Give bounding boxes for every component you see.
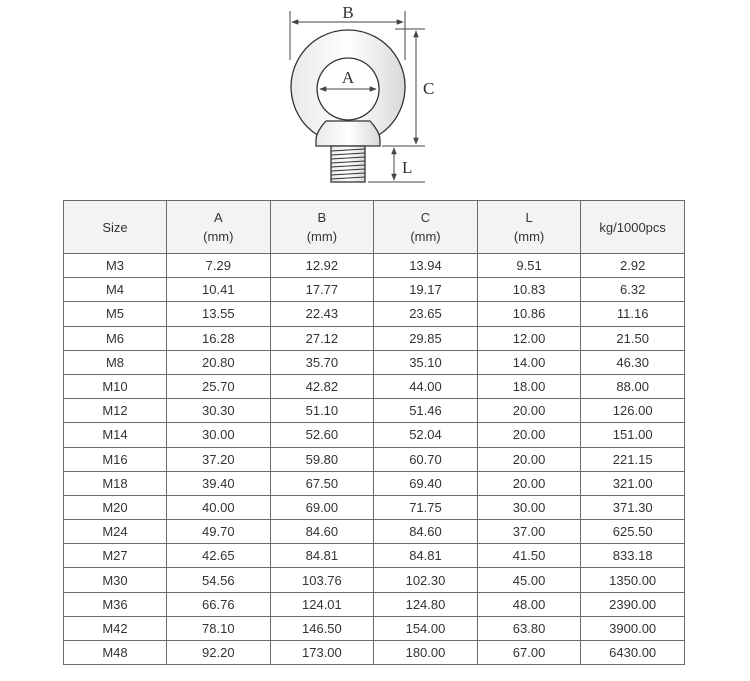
header-b-label: B xyxy=(317,210,327,225)
cell-l: 67.00 xyxy=(477,641,581,665)
cell-weight: 88.00 xyxy=(581,374,685,398)
cell-c: 23.65 xyxy=(374,302,478,326)
cell-c: 29.85 xyxy=(374,326,478,350)
cell-a: 10.41 xyxy=(167,278,271,302)
cell-l: 41.50 xyxy=(477,544,581,568)
cell-l: 20.00 xyxy=(477,423,581,447)
cell-size: M6 xyxy=(64,326,167,350)
cell-size: M42 xyxy=(64,616,167,640)
cell-weight: 221.15 xyxy=(581,447,685,471)
cell-l: 9.51 xyxy=(477,254,581,278)
cell-weight: 126.00 xyxy=(581,399,685,423)
cell-weight: 11.16 xyxy=(581,302,685,326)
table-row xyxy=(64,641,685,665)
cell-b: 69.00 xyxy=(270,495,374,519)
eye-bolt-spec-table xyxy=(63,200,685,665)
cell-size: M18 xyxy=(64,471,167,495)
cell-weight: 3900.00 xyxy=(581,616,685,640)
cell-a: 37.20 xyxy=(167,447,271,471)
cell-b: 84.60 xyxy=(270,520,374,544)
cell-b: 35.70 xyxy=(270,350,374,374)
cell-c: 44.00 xyxy=(374,374,478,398)
cell-a: 39.40 xyxy=(167,471,271,495)
table-row xyxy=(64,495,685,519)
cell-weight: 625.50 xyxy=(581,520,685,544)
cell-size: M24 xyxy=(64,520,167,544)
header-size-label: Size xyxy=(102,219,128,235)
cell-weight: 6.32 xyxy=(581,278,685,302)
header-b xyxy=(270,201,374,254)
table-row xyxy=(64,592,685,616)
cell-size: M20 xyxy=(64,495,167,519)
cell-l: 20.00 xyxy=(477,399,581,423)
cell-size: M30 xyxy=(64,568,167,592)
cell-a: 30.00 xyxy=(167,423,271,447)
cell-c: 60.70 xyxy=(374,447,478,471)
cell-size: M27 xyxy=(64,544,167,568)
table-row xyxy=(64,544,685,568)
header-size xyxy=(64,201,167,254)
cell-a: 92.20 xyxy=(167,641,271,665)
cell-size: M36 xyxy=(64,592,167,616)
table-row xyxy=(64,326,685,350)
cell-b: 27.12 xyxy=(270,326,374,350)
cell-a: 30.30 xyxy=(167,399,271,423)
cell-b: 22.43 xyxy=(270,302,374,326)
cell-a: 25.70 xyxy=(167,374,271,398)
cell-size: M10 xyxy=(64,374,167,398)
cell-l: 20.00 xyxy=(477,471,581,495)
cell-b: 84.81 xyxy=(270,544,374,568)
cell-b: 51.10 xyxy=(270,399,374,423)
table-row xyxy=(64,254,685,278)
header-a-label: A xyxy=(213,210,223,225)
cell-weight: 151.00 xyxy=(581,423,685,447)
header-a xyxy=(167,201,271,254)
cell-a: 16.28 xyxy=(167,326,271,350)
table-row xyxy=(64,278,685,302)
cell-c: 124.80 xyxy=(374,592,478,616)
header-l-label: L xyxy=(525,210,533,225)
cell-c: 84.60 xyxy=(374,520,478,544)
dimension-c-label: C xyxy=(423,79,435,98)
cell-size: M4 xyxy=(64,278,167,302)
cell-l: 10.83 xyxy=(477,278,581,302)
cell-weight: 321.00 xyxy=(581,471,685,495)
table-row xyxy=(64,302,685,326)
cell-a: 54.56 xyxy=(167,568,271,592)
cell-b: 124.01 xyxy=(270,592,374,616)
cell-l: 14.00 xyxy=(477,350,581,374)
eye-bolt-diagram xyxy=(0,0,750,195)
cell-b: 103.76 xyxy=(270,568,374,592)
cell-weight: 1350.00 xyxy=(581,568,685,592)
cell-l: 18.00 xyxy=(477,374,581,398)
cell-a: 13.55 xyxy=(167,302,271,326)
table-row xyxy=(64,447,685,471)
dimension-l-label: L xyxy=(402,158,413,177)
table-row xyxy=(64,471,685,495)
cell-l: 48.00 xyxy=(477,592,581,616)
cell-size: M5 xyxy=(64,302,167,326)
cell-c: 52.04 xyxy=(374,423,478,447)
table-row xyxy=(64,616,685,640)
header-a-unit: (mm) xyxy=(203,229,234,244)
cell-c: 84.81 xyxy=(374,544,478,568)
cell-b: 17.77 xyxy=(270,278,374,302)
cell-weight: 2.92 xyxy=(581,254,685,278)
dimension-a-label: A xyxy=(341,68,355,87)
cell-size: M3 xyxy=(64,254,167,278)
cell-c: 180.00 xyxy=(374,641,478,665)
cell-l: 30.00 xyxy=(477,495,581,519)
cell-c: 69.40 xyxy=(374,471,478,495)
cell-size: M8 xyxy=(64,350,167,374)
cell-size: M14 xyxy=(64,423,167,447)
cell-c: 13.94 xyxy=(374,254,478,278)
cell-weight: 833.18 xyxy=(581,544,685,568)
cell-c: 71.75 xyxy=(374,495,478,519)
table-body xyxy=(64,254,685,665)
table-row xyxy=(64,399,685,423)
table-row xyxy=(64,350,685,374)
table-row xyxy=(64,423,685,447)
cell-c: 154.00 xyxy=(374,616,478,640)
cell-a: 49.70 xyxy=(167,520,271,544)
cell-c: 19.17 xyxy=(374,278,478,302)
cell-size: M12 xyxy=(64,399,167,423)
cell-b: 146.50 xyxy=(270,616,374,640)
cell-l: 20.00 xyxy=(477,447,581,471)
cell-weight: 21.50 xyxy=(581,326,685,350)
cell-l: 63.80 xyxy=(477,616,581,640)
bolt-collar xyxy=(316,121,380,146)
cell-size: M48 xyxy=(64,641,167,665)
cell-size: M16 xyxy=(64,447,167,471)
cell-c: 35.10 xyxy=(374,350,478,374)
bolt-shank xyxy=(331,146,365,182)
cell-weight: 6430.00 xyxy=(581,641,685,665)
dimension-b-label: B xyxy=(342,3,354,22)
table-header-row xyxy=(64,201,685,254)
cell-a: 78.10 xyxy=(167,616,271,640)
header-b-unit: (mm) xyxy=(306,229,338,244)
cell-weight: 371.30 xyxy=(581,495,685,519)
table-row xyxy=(64,520,685,544)
header-l xyxy=(477,201,581,254)
cell-weight: 2390.00 xyxy=(581,592,685,616)
cell-b: 42.82 xyxy=(270,374,374,398)
cell-l: 45.00 xyxy=(477,568,581,592)
cell-a: 7.29 xyxy=(167,254,271,278)
header-c-unit: (mm) xyxy=(410,229,441,244)
table-row xyxy=(64,568,685,592)
header-weight-label: kg/1000pcs xyxy=(599,219,666,235)
cell-l: 10.86 xyxy=(477,302,581,326)
cell-b: 59.80 xyxy=(270,447,374,471)
cell-l: 37.00 xyxy=(477,520,581,544)
cell-l: 12.00 xyxy=(477,326,581,350)
eye-bolt-drawing xyxy=(291,30,405,182)
cell-c: 102.30 xyxy=(374,568,478,592)
cell-b: 12.92 xyxy=(270,254,374,278)
cell-weight: 46.30 xyxy=(581,350,685,374)
cell-b: 67.50 xyxy=(270,471,374,495)
header-c xyxy=(374,201,478,254)
cell-a: 40.00 xyxy=(167,495,271,519)
table-row xyxy=(64,374,685,398)
cell-a: 20.80 xyxy=(167,350,271,374)
header-c-label: C xyxy=(420,210,431,225)
header-weight xyxy=(581,201,685,254)
header-l-unit: (mm) xyxy=(513,229,545,244)
cell-c: 51.46 xyxy=(374,399,478,423)
cell-a: 66.76 xyxy=(167,592,271,616)
cell-a: 42.65 xyxy=(167,544,271,568)
cell-b: 173.00 xyxy=(270,641,374,665)
cell-b: 52.60 xyxy=(270,423,374,447)
